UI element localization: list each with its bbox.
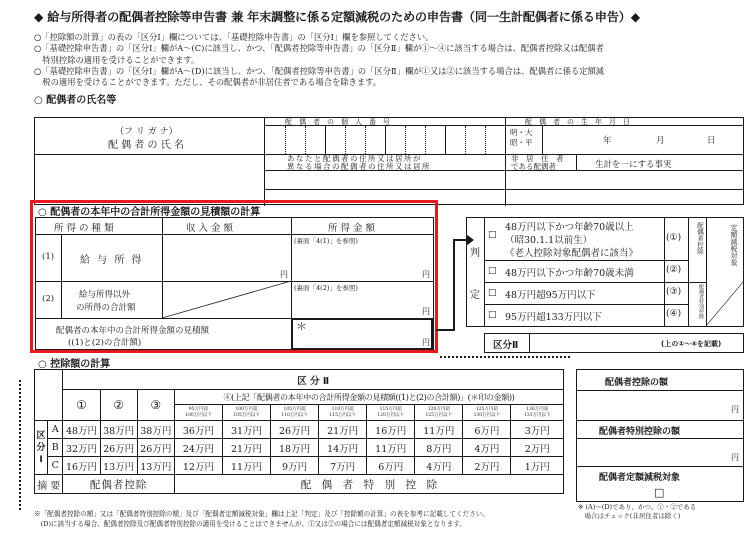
cell: 12万円 (174, 457, 222, 475)
option-1-line3: 《老人控除対象配偶者に該当》 (505, 248, 639, 259)
spouse-deduction-yen: 円 (731, 405, 739, 414)
col-4-header: ④(上記「配偶者の本年中の合計所得金額の見積額((1)と(2)の合計額)」(＊印の金額)) (174, 390, 563, 405)
cell: 21万円 (319, 421, 367, 439)
option-4-number: (④) (666, 309, 682, 319)
cell: 2万円 (511, 439, 564, 457)
address-input[interactable] (265, 171, 505, 189)
range-7: 125万円超 130万円以下 (463, 405, 511, 421)
row-label: A (48, 421, 63, 439)
row1-revenue-input[interactable] (163, 235, 291, 281)
total-income-input[interactable] (291, 318, 433, 350)
spouse-name-label: 配 偶 者 の 氏 名 (108, 140, 184, 151)
total-asterisk: ＊ (296, 320, 307, 333)
note-line: ○「基礎控除申告書」の「区分Ⅰ」欄がA〜(C)に該当し、かつ、「配偶者控除等申告書」の「区分Ⅱ」欄が①〜④に該当する場合は、配偶者控除又は配偶者 (34, 43, 604, 54)
cell: 38万円 (100, 421, 137, 439)
range-1: 95万円超 100万円以下 (174, 405, 222, 421)
col-income-amount: 所 得 金 額 (328, 223, 376, 234)
range-4: 110万円超 115万円以下 (319, 405, 367, 421)
cell: 8万円 (415, 439, 463, 457)
side-label-tax-reduction: 定額減税対象 (730, 224, 738, 266)
spouse-section-heading: ○ 配偶者の氏名等 (34, 95, 117, 106)
furigana-label: （フ リ ガ ナ） (115, 127, 178, 137)
cell: 48万円 (63, 421, 100, 439)
instructions (34, 32, 744, 88)
tax-reduction-checkbox[interactable]: □ (654, 486, 665, 499)
note-line: 税の適用を受けることができます。ただし、その配偶者が非居住者である場合を除きます。 (34, 77, 382, 88)
kubun2-input[interactable] (530, 334, 660, 352)
row2-label-line2: の所得の合計額 (76, 303, 136, 313)
special-deduction-input[interactable] (578, 439, 742, 466)
tax-reduction-note: ※ (A)〜(D)であり、かつ、①・②である 場合はチェック(非居住者は除く) (578, 503, 697, 520)
judgment-label-2: 定 (470, 290, 480, 301)
cell: 26万円 (137, 439, 174, 457)
form-title: ◆ 給与所得者の配偶者控除等申告書 兼 年末調整に係る定額減税のための申告書（同一生計配偶者に係る申告）◆ (34, 10, 640, 24)
row2-income-input[interactable] (292, 292, 433, 318)
cell: 7万円 (319, 457, 367, 475)
cell: 9万円 (271, 457, 319, 475)
address-label: あなたと配偶者の住所又は居所が 異なる場合の配偶者の住所又は居所 (287, 154, 431, 171)
tax-reduction-label: 配偶者定額減税対象 (599, 473, 681, 483)
special-deduction-label: 配偶者特別控除の額 (599, 427, 681, 437)
spouse-info-table (34, 117, 744, 205)
cell: 32万円 (63, 439, 100, 457)
income-table (35, 217, 434, 350)
spouse-deduction-input[interactable] (578, 391, 742, 420)
kubun2-label: 区分Ⅱ (493, 340, 519, 351)
cell: 1万円 (511, 457, 564, 475)
cell: 26万円 (100, 439, 137, 457)
cell: 16万円 (63, 457, 100, 475)
cell: 2万円 (463, 457, 511, 475)
kubun2-box (484, 333, 744, 353)
option-1-checkbox[interactable]: □ (488, 230, 497, 240)
deduction-table (34, 369, 564, 494)
row2-number: (2) (42, 294, 55, 304)
option-1-number: (①) (666, 233, 682, 243)
same-household-label: 生計を一にする事実 (595, 160, 672, 170)
range-5: 115万円超 120万円以下 (367, 405, 415, 421)
option-3-label: 48万円超95万円以下 (505, 290, 596, 301)
birth-label: 配 偶 者 の 生 年 月 日 (525, 118, 630, 126)
summary-row (35, 475, 564, 494)
row-label: B (48, 439, 63, 457)
cell: 4万円 (415, 457, 463, 475)
cell: 21万円 (222, 439, 270, 457)
summary-spouse-deduction: 配偶者控除 (63, 475, 174, 494)
cell: 6万円 (463, 421, 511, 439)
row-label: C (48, 457, 63, 475)
cell: 11万円 (222, 457, 270, 475)
kubun2-note: (上の①〜④を記載) (661, 340, 722, 348)
year-label: 年 (603, 136, 612, 146)
cell: 13万円 (137, 457, 174, 475)
judgment-table (466, 217, 744, 327)
summary-special-deduction: 配 偶 者 特 別 控 除 (174, 475, 563, 494)
dotted-connector (440, 356, 570, 358)
cell: 11万円 (367, 439, 415, 457)
summary-label: 摘 要 (35, 475, 63, 494)
option-1-line1: 48万円以下かつ年齢70歳以上 (505, 222, 634, 233)
row2-revenue-strikeout (162, 281, 291, 318)
cell: 14万円 (319, 439, 367, 457)
footnote-line: (D)に該当する場合、配偶者控除及び配偶者特別控除の適用を受けることはできませんが、①又は②の場合には配偶者定額減税対象となります。 (34, 520, 466, 528)
note-line: ○「控除額の計算」の表の「区分Ⅰ」欄については、「基礎控除申告書」の「区分Ⅰ」欄を参照してください。 (34, 32, 434, 42)
row2-label-line1: 給与所得以外 (79, 290, 131, 300)
option-3-number: (③) (666, 287, 682, 297)
option-4-checkbox[interactable]: □ (488, 310, 497, 320)
row1-income-input[interactable] (292, 245, 433, 281)
col-income-type: 所 得 の 種 類 (54, 223, 114, 234)
note-line: ○「基礎控除申告書」の「区分Ⅰ」欄がA〜(D)に該当し、かつ、「配偶者控除等申告書」の「区分Ⅱ」欄が①又は②に該当する場合は、配偶者に係る定額減 (34, 65, 605, 76)
option-4-label: 95万円超133万円以下 (505, 312, 602, 323)
side-label-spouse-deduction: 配偶者控除 (696, 222, 704, 255)
option-2-number: (②) (666, 265, 682, 275)
row2-income-yen: 円 (422, 307, 430, 316)
day-label: 日 (707, 136, 716, 146)
footnote (34, 509, 489, 529)
kubun2-header: 区 分 Ⅱ (63, 370, 564, 390)
range-8: 130万円超 133万円以下 (511, 405, 564, 421)
range-2: 100万円超 105万円以下 (222, 405, 270, 421)
option-2-label: 48万円以下かつ年齢70歳未満 (505, 268, 634, 279)
footnote-line: ※「配偶者控除の額」又は「配偶者特別控除の額」及び「配偶者定額減税対象」欄は上記「判定」及び「控除額の計算」の表を参考に記載してください。 (34, 510, 489, 518)
cell: 18万円 (271, 439, 319, 457)
cell: 6万円 (367, 457, 415, 475)
row1-revenue-yen: 円 (280, 270, 288, 279)
range-3: 105万円超 110万円以下 (271, 405, 319, 421)
row1-number: (1) (42, 252, 55, 262)
col-3-header: ③ (137, 390, 174, 421)
option-1-line2: （昭30.1.1以前生） (505, 235, 593, 246)
row1-label: 給 与 所 得 (80, 255, 144, 266)
cell: 3万円 (511, 421, 564, 439)
col-revenue: 収 入 金 額 (186, 223, 234, 234)
cell: 13万円 (100, 457, 137, 475)
total-label-line2: ((1)と(2)の合計額) (68, 338, 142, 348)
note-line: 特別控除の適用を受けることができます。 (34, 54, 200, 65)
row1-reference: (裏面「4(1)」を参照) (294, 237, 358, 245)
side-label-special-deduction: 配偶者特別控除 (698, 284, 704, 319)
dotted-connector-left (19, 380, 21, 510)
deduction-section-heading: ○ 控除額の計算 (38, 359, 111, 370)
judgment-label-1: 判 (470, 248, 480, 259)
era-options[interactable]: 明・大 昭・平 (510, 128, 533, 147)
my-number-label: 配 偶 者 の 個 人 番 号 (285, 118, 390, 126)
cell: 4万円 (463, 439, 511, 457)
col-2-header: ② (100, 390, 137, 421)
cell: 31万円 (222, 421, 270, 439)
cell: 26万円 (271, 421, 319, 439)
row1-income-yen: 円 (422, 270, 430, 279)
cell: 24万円 (174, 439, 222, 457)
spouse-deduction-label: 配偶者控除の額 (605, 378, 669, 388)
my-number-input[interactable] (265, 126, 505, 154)
cell: 11万円 (415, 421, 463, 439)
option-2-checkbox[interactable]: □ (488, 266, 497, 276)
total-income-yen: 円 (422, 338, 430, 347)
table-row (35, 439, 564, 457)
special-deduction-yen: 円 (731, 453, 739, 462)
month-label: 月 (656, 136, 665, 146)
total-label-line1: 配偶者の本年中の合計所得金額の見積額 (56, 326, 210, 336)
table-row (35, 421, 564, 439)
row2-reference: (裏面「4(2)」を参照) (294, 284, 358, 292)
option-3-checkbox[interactable]: □ (488, 288, 497, 298)
nonresident-label: 非 居 住 者 である配偶者 (511, 154, 564, 171)
cell: 16万円 (367, 421, 415, 439)
col-1-header: ① (63, 390, 100, 421)
income-section-heading: ○ 配偶者の本年中の合計所得金額の見積額の計算 (38, 207, 261, 218)
result-boxes (576, 369, 744, 502)
cell: 38万円 (137, 421, 174, 439)
table-row (35, 457, 564, 475)
kubun1-label: 区分Ⅰ (35, 421, 48, 475)
range-6: 120万円超 125万円以下 (415, 405, 463, 421)
cell: 36万円 (174, 421, 222, 439)
